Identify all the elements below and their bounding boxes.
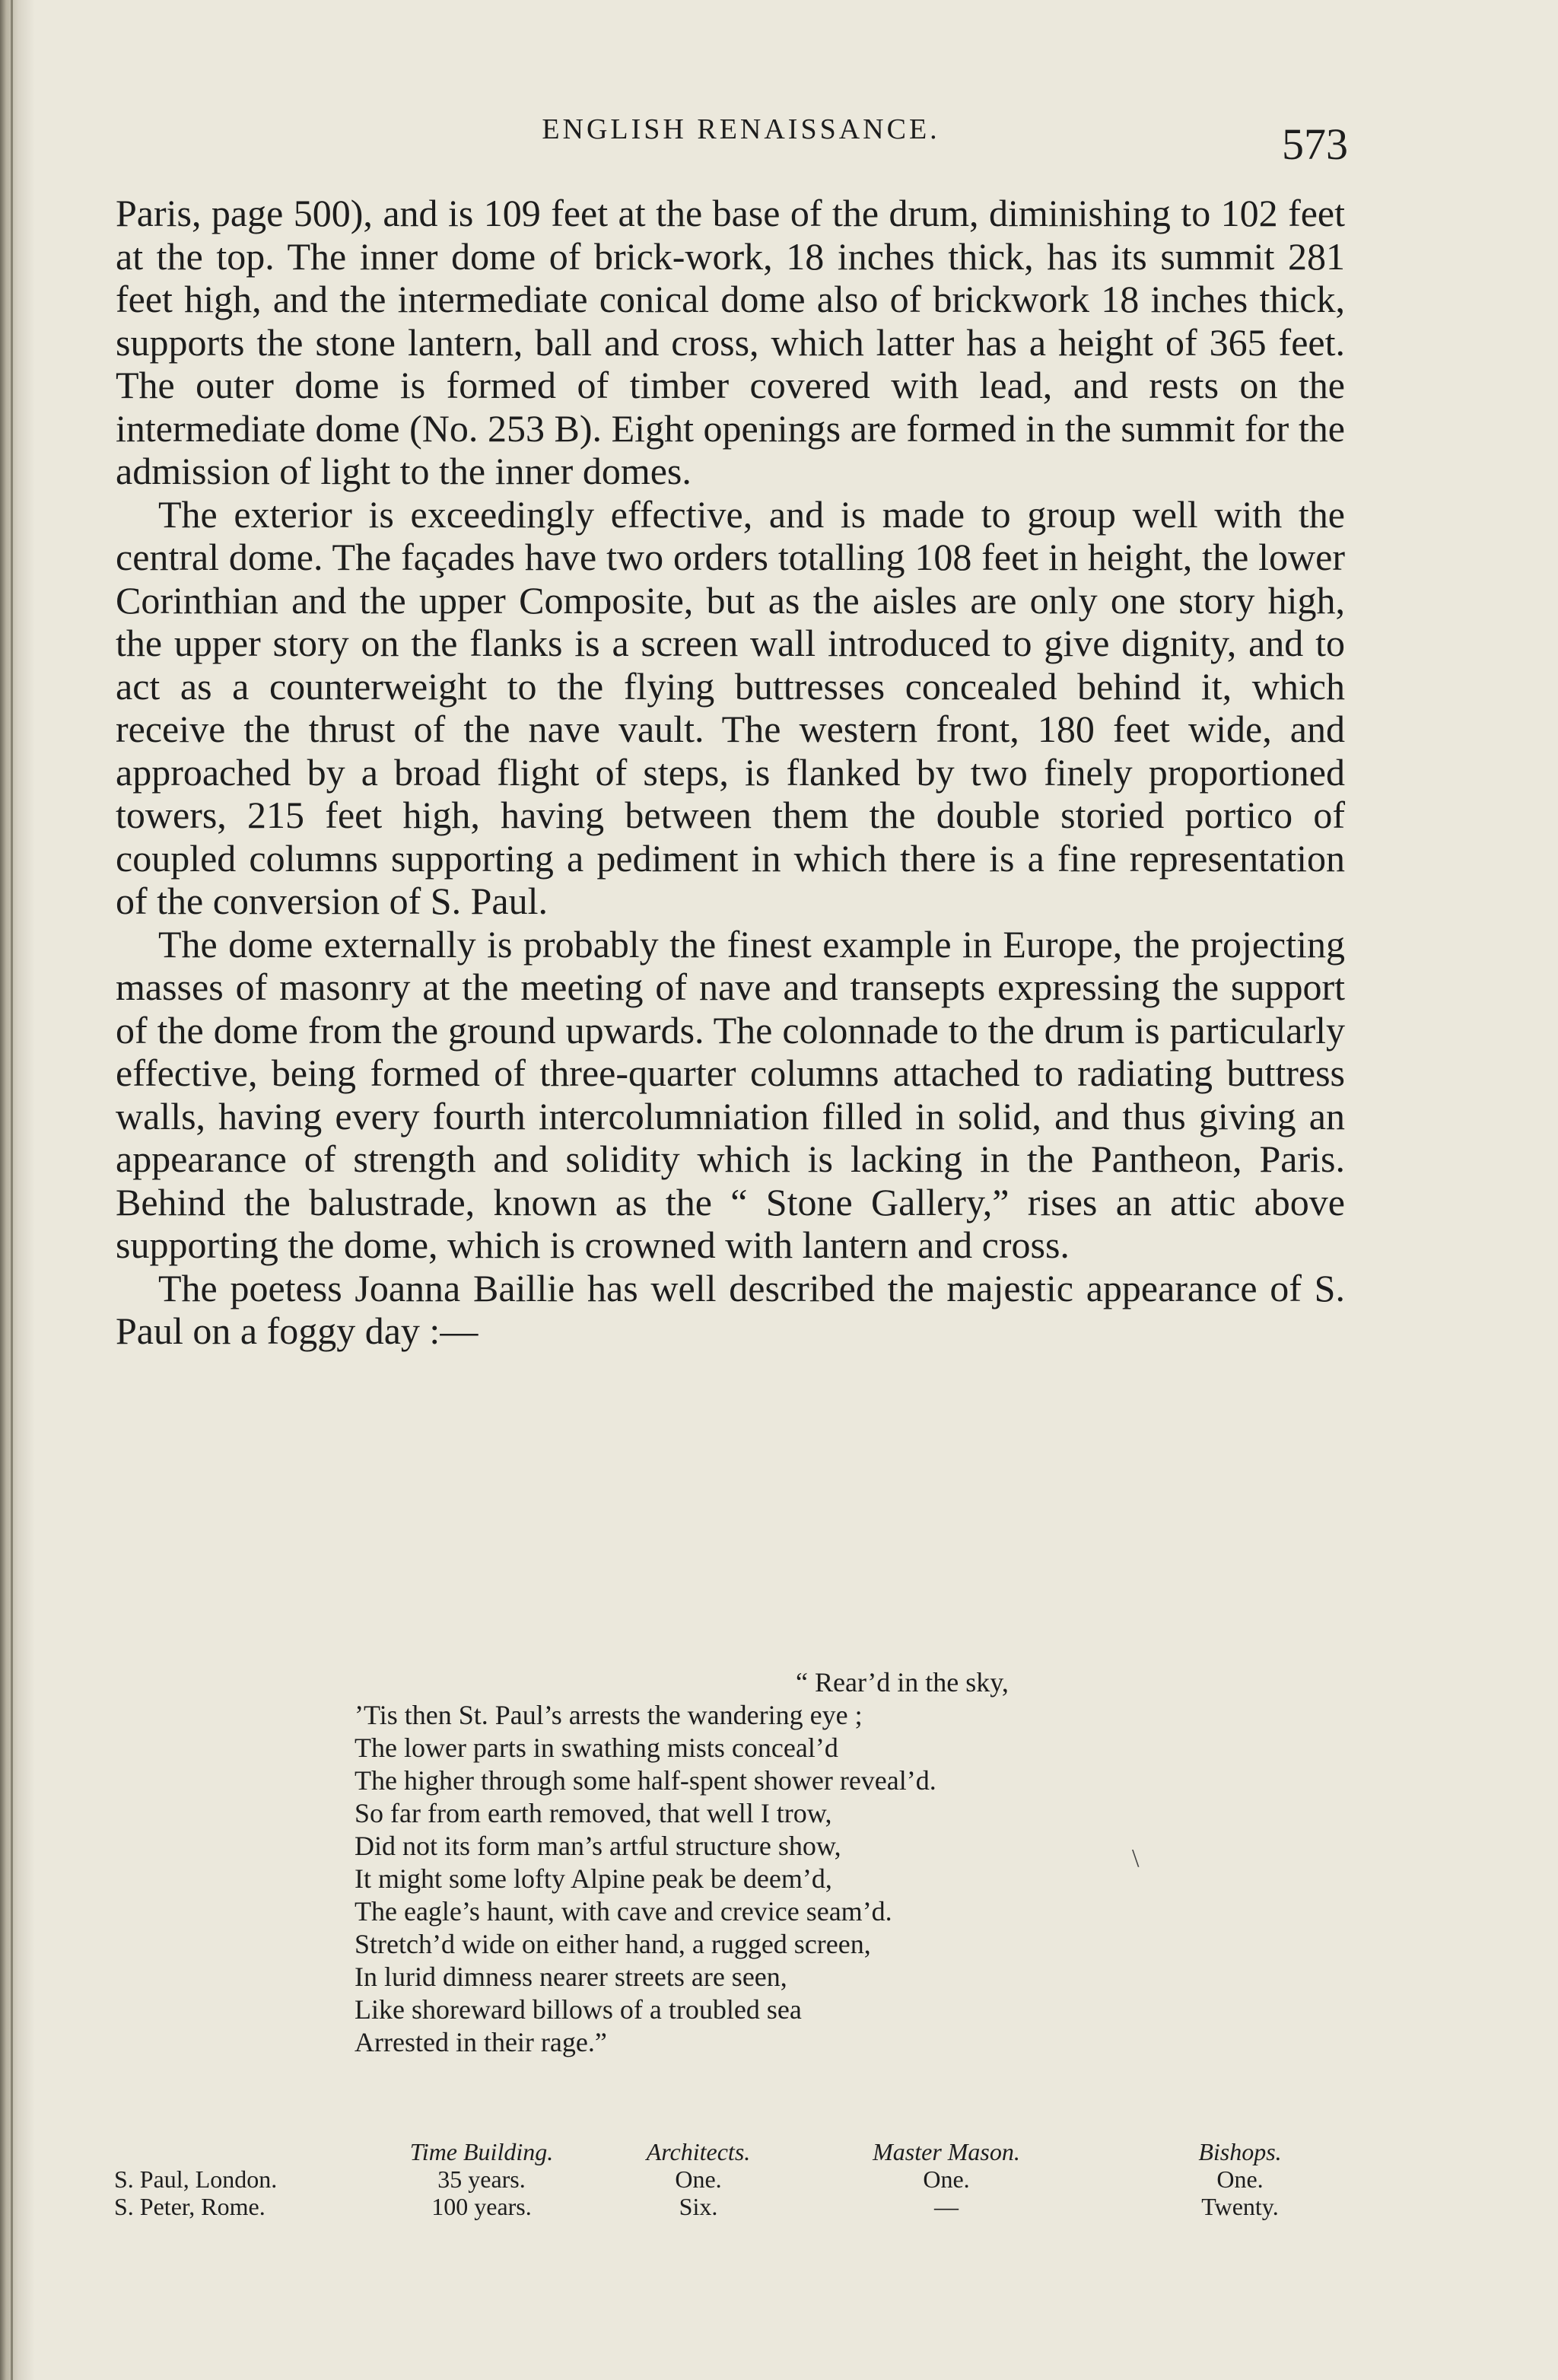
table-cell: 100 years.	[431, 2193, 532, 2220]
paragraph-exterior: The exterior is exceedingly effective, and is made to group well with the central dome. The façades have two orders totalling 108 feet in height, the lower Corinthian and the upper Composite, but as the aisles are only one story high, the upper story on the flanks is a screen wall introduced to give dignity, and to act as a counterweight to the flying buttresses concealed behind it, which receive the thrust of the nave vault. The western front, 180 feet wide, and approached by a broad flight of steps, is flanked by two finely proportioned towers, 215 feet high, having between them the double storied portico of coupled columns supporting a pediment in which there is a fine representation of the conversion of S. Paul.	[116, 492, 1345, 922]
table-header-cell	[114, 2138, 379, 2165]
body-text	[116, 192, 1345, 1353]
table-header-cell: Bishops.	[1198, 2138, 1282, 2165]
table-cell: S. Paul, London.	[114, 2165, 278, 2193]
poem-line: Did not its form man’s artful structure show,	[355, 1831, 841, 1861]
table-row	[114, 2193, 1354, 2220]
table-header-cell: Master Mason.	[873, 2138, 1020, 2165]
table-header-cell: Time Building.	[409, 2138, 554, 2165]
paragraph-dome-dimensions: Paris, page 500), and is 109 feet at the base of the drum, diminishing to 102 feet at the top. The inner dome of brick-work, 18 inches thick, has its summit 281 feet high, and the intermediate conical dome also of brickwork 18 inches thick, supports the stone lantern, ball and cross, which latter has a height of 365 feet. The outer dome is formed of timber covered with lead, and rests on the intermediate dome (No. 253 B). Eight openings are formed in the summit for the admission of light to the inner domes.	[116, 192, 1345, 492]
poem-quotation	[355, 1666, 1191, 2059]
paragraph-dome-externally: The dome externally is probably the finest example in Europe, the projecting masses of masonry at the meeting of nave and transepts expressing the support of the dome from the ground upwards. The colonnade to the drum is particularly effective, being formed of three-quarter columns attached to radiating buttress walls, having every fourth intercolumniation filled in solid, and thus giving an appearance of strength and solidity which is lacking in the Pantheon, Paris. Behind the balustrade, known as the “ Stone Gallery,” rises an attic above supporting the dome, which is crowned with lantern and cross.	[116, 922, 1345, 1266]
table-cell: —	[934, 2193, 959, 2220]
table-cell: One.	[675, 2165, 722, 2193]
poem-line: The lower parts in swathing mists conceal’d	[355, 1732, 838, 1763]
table-header-row	[114, 2138, 1354, 2165]
table-cell: Twenty.	[1201, 2193, 1279, 2220]
poem-line: ’Tis then St. Paul’s arrests the wandering eye ;	[355, 1700, 863, 1730]
comparison-table	[114, 2138, 1354, 2220]
poem-line: The eagle’s haunt, with cave and crevice seam’d.	[355, 1896, 892, 1927]
poem-line: The higher through some half-spent shower reveal’d.	[355, 1765, 936, 1796]
poem-line: “ Rear’d in the sky,	[796, 1667, 1009, 1698]
running-header: ENGLISH RENAISSANCE.	[542, 113, 940, 145]
poem-line: Arrested in their rage.”	[355, 2027, 607, 2057]
table-cell: One.	[1216, 2165, 1264, 2193]
table-header-cell: Architects.	[646, 2138, 751, 2165]
page-number: 573	[1282, 119, 1348, 169]
poem-line: So far from earth removed, that well I trow,	[355, 1798, 832, 1828]
poem-line: Stretch’d wide on either hand, a rugged screen,	[355, 1929, 871, 1959]
poem-line: In lurid dimness nearer streets are seen,	[355, 1962, 787, 1992]
table-row	[114, 2165, 1354, 2193]
binding-shadow	[0, 0, 35, 2380]
stray-mark: \	[1132, 1844, 1140, 1873]
paragraph-poem-intro: The poetess Joanna Baillie has well described the majestic appearance of S. Paul on a foggy day :—	[116, 1266, 1345, 1352]
table-cell: Six.	[679, 2193, 718, 2220]
table-cell: One.	[923, 2165, 970, 2193]
poem-line: It might some lofty Alpine peak be deem’d,	[355, 1863, 832, 1894]
table-cell: 35 years.	[437, 2165, 526, 2193]
table-cell: S. Peter, Rome.	[114, 2193, 265, 2220]
poem-line: Like shoreward billows of a troubled sea	[355, 1994, 802, 2025]
